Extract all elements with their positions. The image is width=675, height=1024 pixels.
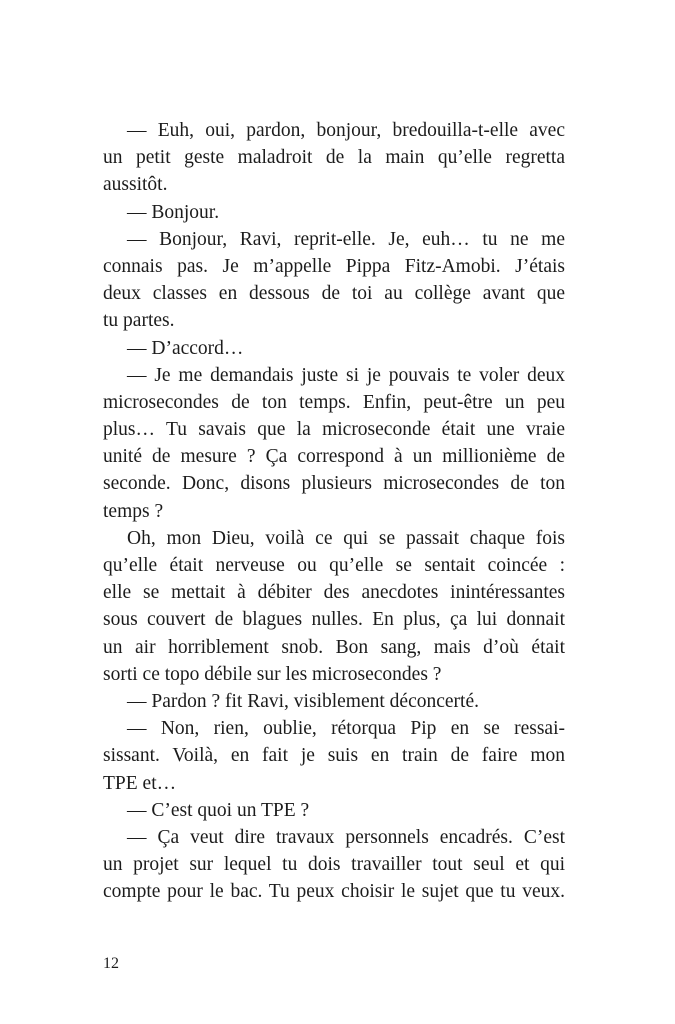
text-line: — Pardon ? fit Ravi, visiblement déconcerté. (127, 690, 479, 712)
text-line: un air horriblement snob. Bon sang, mais d’où était (103, 636, 565, 658)
text-line: elle se mettait à débiter des anecdotes inintéressantes (103, 582, 565, 604)
text-line: tu partes. (103, 310, 175, 332)
text-line: seconde. Donc, disons plusieurs microsecondes de ton (103, 473, 565, 495)
text-line: microsecondes de ton temps. Enfin, peut-être un peu (103, 391, 565, 413)
text-line: — Ça veut dire travaux personnels encadrés. C’est (127, 826, 565, 848)
body-text (103, 117, 565, 905)
text-line: connais pas. Je m’appelle Pippa Fitz-Amobi. J’étais (103, 255, 565, 277)
text-line: deux classes en dessous de toi au collège avant que (103, 283, 565, 305)
text-line: Oh, mon Dieu, voilà ce qui se passait chaque fois (127, 527, 565, 549)
text-line: sous couvert de blagues nulles. En plus, ça lui donnait (103, 609, 565, 631)
text-line: un petit geste maladroit de la main qu’elle regretta (103, 147, 565, 169)
text-line: — Bonjour. (127, 201, 220, 223)
text-line: — C’est quoi un TPE ? (127, 799, 310, 821)
text-line: qu’elle était nerveuse ou qu’elle se sentait coincée : (103, 555, 565, 576)
text-line: aussitôt. (103, 174, 168, 196)
text-line: sissant. Voilà, en fait je suis en train de faire mon (103, 745, 565, 767)
page-number: 12 (103, 955, 119, 972)
text-line: — Je me demandais juste si je pouvais te voler deux (127, 364, 565, 386)
text-line: — Non, rien, oublie, rétorqua Pip en se ressai- (127, 718, 565, 740)
text-line: temps ? (103, 500, 164, 522)
text-line: compte pour le bac. Tu peux choisir le sujet que tu veux. (103, 881, 565, 903)
text-line: unité de mesure ? Ça correspond à un millionième de (103, 446, 565, 468)
text-line: — Euh, oui, pardon, bonjour, bredouilla-t-elle avec (127, 120, 565, 141)
text-line: un projet sur lequel tu dois travailler tout seul et qui (103, 854, 565, 876)
text-line: plus… Tu savais que la microseconde était une vraie (103, 419, 565, 441)
text-line: — Bonjour, Ravi, reprit-elle. Je, euh… tu ne me (127, 228, 565, 250)
text-line: sorti ce topo débile sur les microsecondes ? (103, 663, 442, 685)
text-line: TPE et… (103, 772, 177, 794)
text-line: — D’accord… (127, 337, 244, 359)
